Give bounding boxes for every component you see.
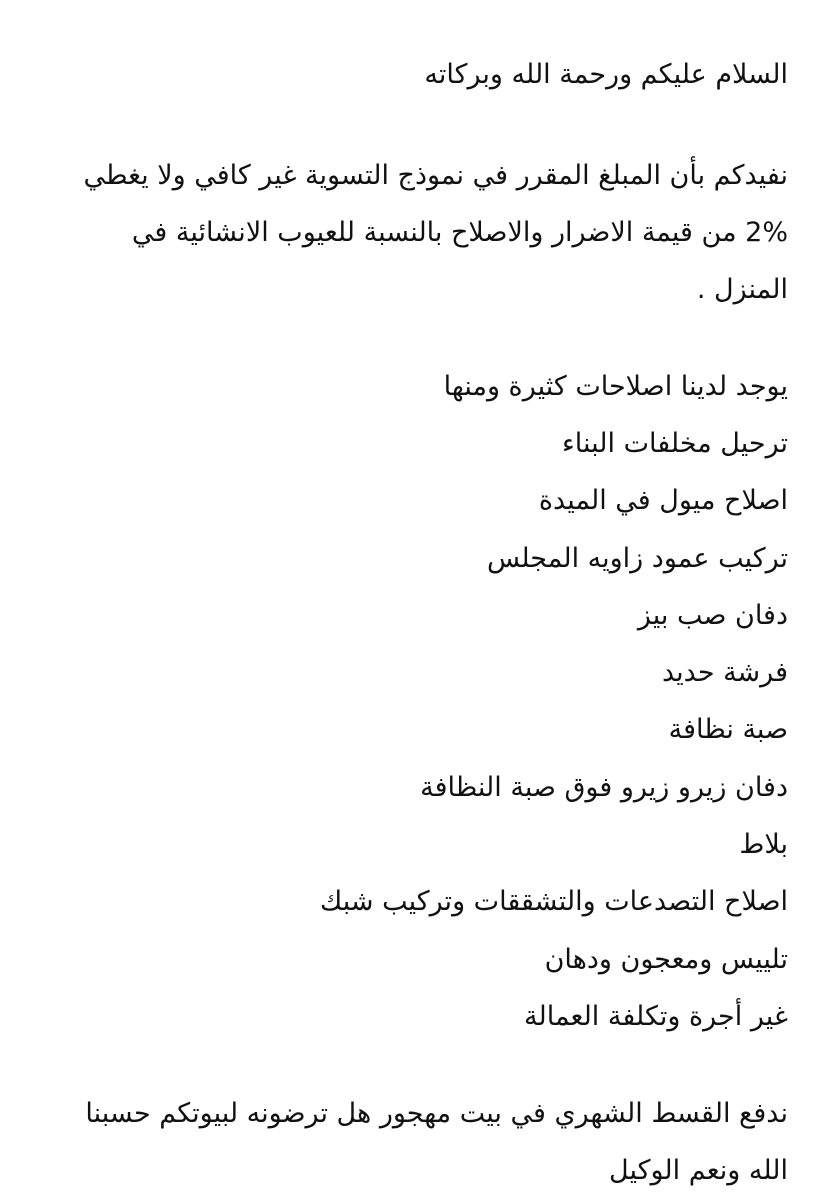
- repairs-list: [40, 415, 788, 1045]
- list-item: ترحيل مخلفات البناء: [562, 428, 788, 459]
- list-item: دفان زيرو زيرو فوق صبة النظافة: [420, 771, 788, 803]
- intro-line-1: نفيدكم بأن المبلغ المقرر في نموذج التسوية غير كافي ولا يغطي: [83, 160, 788, 191]
- list-item: بلاط: [739, 829, 788, 861]
- list-item: فرشة حديد: [661, 657, 788, 689]
- intro-paragraph: [40, 147, 788, 318]
- list-item: اصلاح ميول في الميدة: [538, 485, 788, 517]
- list-item: تلييس ومعجون ودهان: [544, 943, 788, 975]
- repairs-heading: يوجد لدينا اصلاحات كثيرة ومنها: [443, 371, 788, 402]
- closing-line-1: ندفع القسط الشهري في بيت مهجور هل ترضونه لبيوتكم حسبنا: [85, 1098, 788, 1130]
- closing-paragraph: [40, 1085, 788, 1199]
- intro-line-3: المنزل .: [696, 274, 788, 305]
- greeting-line: السلام عليكم ورحمة الله وبركاته: [424, 59, 788, 90]
- closing-line-2: الله ونعم الوكيل: [609, 1155, 788, 1187]
- repairs-section: [40, 358, 788, 1045]
- paragraph-gap: [40, 318, 788, 358]
- list-item: اصلاح التصدعات والتشققات وتركيب شبك: [320, 886, 788, 918]
- list-item: دفان صب بيز: [637, 599, 788, 631]
- paragraph-gap: [40, 1045, 788, 1085]
- list-item: صبة نظافة: [668, 714, 788, 746]
- paragraph-gap: [40, 103, 788, 147]
- intro-line-2: 2% من قيمة الاضرار والاصلاح بالنسبة للعيوب الانشائية في: [131, 217, 788, 248]
- list-item: تركيب عمود زاويه المجلس: [486, 542, 788, 574]
- list-item: غير أجرة وتكلفة العمالة: [524, 1000, 788, 1032]
